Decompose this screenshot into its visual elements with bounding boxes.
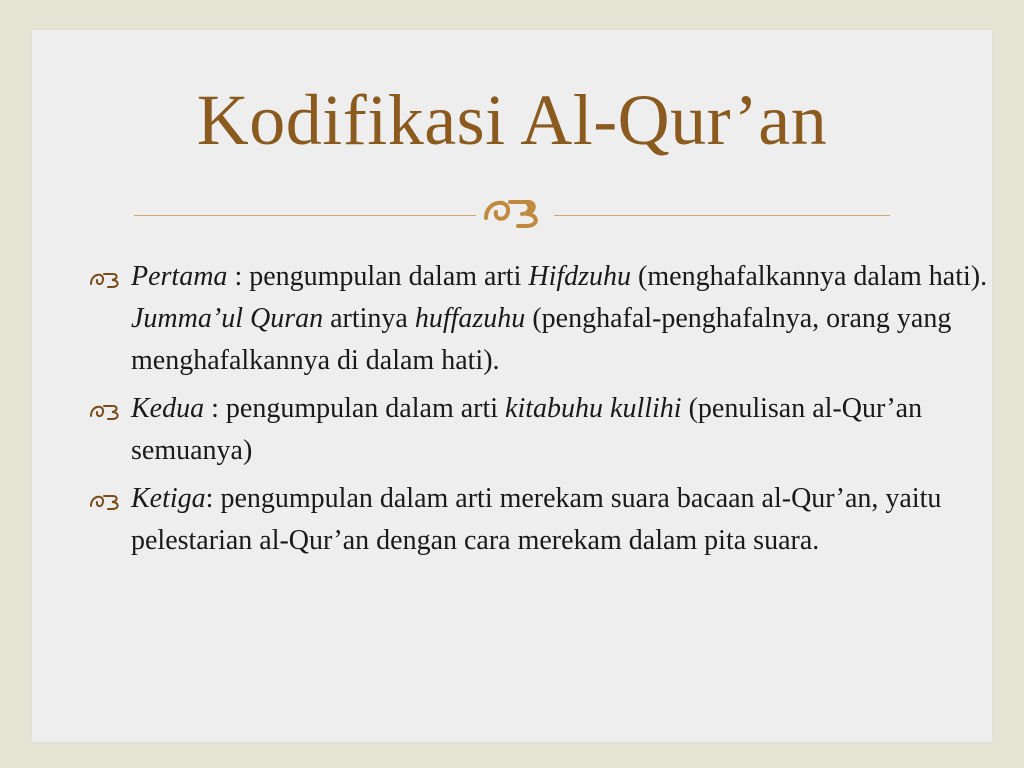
bullet-text: (penghafal-penghafalnya, orang yang menghafalkannya di dalam hati). (131, 303, 952, 376)
bullet-italic-term: huffazuhu (414, 303, 526, 334)
swirl-bullet-icon (88, 400, 124, 422)
bullet-italic-term: Jumma’ul Quran (131, 303, 324, 334)
slide-title: Kodifikasi Al-Qur’an (196, 80, 828, 160)
bullet-italic-term: Hifdzuhu (528, 261, 632, 292)
swirl-bullet-icon (88, 490, 124, 512)
swirl-bullet-icon (88, 268, 124, 290)
swirl-ornament-icon (476, 190, 554, 230)
divider-line-right (554, 215, 890, 216)
bullet-term: Ketiga (131, 483, 206, 514)
bullet-separator: : (227, 261, 250, 292)
list-item (88, 388, 988, 472)
bullet-text: pengumpulan dalam arti (225, 393, 506, 424)
bullet-text: pengumpulan dalam arti merekam suara bacaan al-Qur’an, yaitu pelestarian al-Qur’an dengan cara merekam dalam pita suara. (131, 483, 942, 556)
list-item (88, 256, 988, 382)
bullet-list (88, 256, 988, 568)
bullet-separator: : (204, 393, 226, 424)
divider-line-left (134, 215, 476, 216)
bullet-term: Pertama (131, 261, 228, 292)
bullet-text: (penulisan al-Qur’an semuanya) (131, 393, 923, 466)
bullet-text: (menghafalkannya dalam hati). (631, 261, 988, 292)
bullet-text: pengumpulan dalam arti (249, 261, 529, 292)
list-item (88, 478, 988, 562)
bullet-separator: : (205, 483, 221, 514)
bullet-text: artinya (323, 303, 415, 334)
title-divider (134, 190, 890, 230)
bullet-italic-term: kitabuhu kullihi (505, 393, 682, 424)
bullet-term: Kedua (131, 393, 205, 424)
